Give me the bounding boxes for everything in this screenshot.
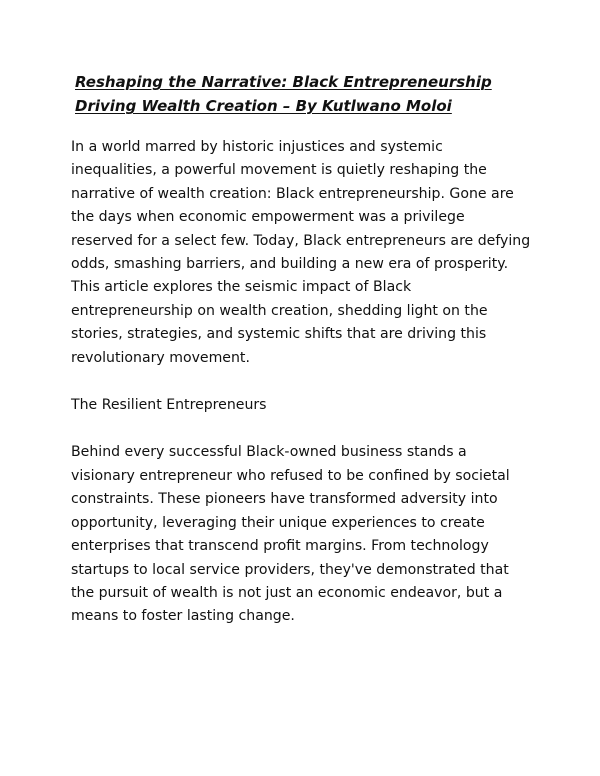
- document-title: Reshaping the Narrative: Black Entrepreneurship Driving Wealth Creation – By Kutlwano Moloi: [75, 73, 492, 115]
- document-body: [71, 70, 531, 653]
- intro-paragraph: In a world marred by historic injustices and systemic inequalities, a powerful movement is quietly reshaping the narrative of wealth creation: Black entrepreneurship. Gone are the days when economic empowerment was a privilege reserved for a select few. Today, Black entrepreneurs are defying odds, smashing barriers, and building a new era of prosperity. This article explores the seismic impact of Black entrepreneurship on wealth creation, shedding light on the stories, strategies, and systemic shifts that are driving this revolutionary movement.: [71, 139, 531, 366]
- body-paragraph: Behind every successful Black-owned business stands a visionary entrepreneur who refused to be confined by societal constraints. These pioneers have transformed adversity into opportunity, leveraging their unique experiences to create enterprises that transcend profit margins. From technology startups to local service providers, they've demonstrated that the pursuit of wealth is not just an economic endeavor, but a means to foster lasting change.: [71, 444, 510, 625]
- section-heading: The Resilient Entrepreneurs: [71, 397, 267, 414]
